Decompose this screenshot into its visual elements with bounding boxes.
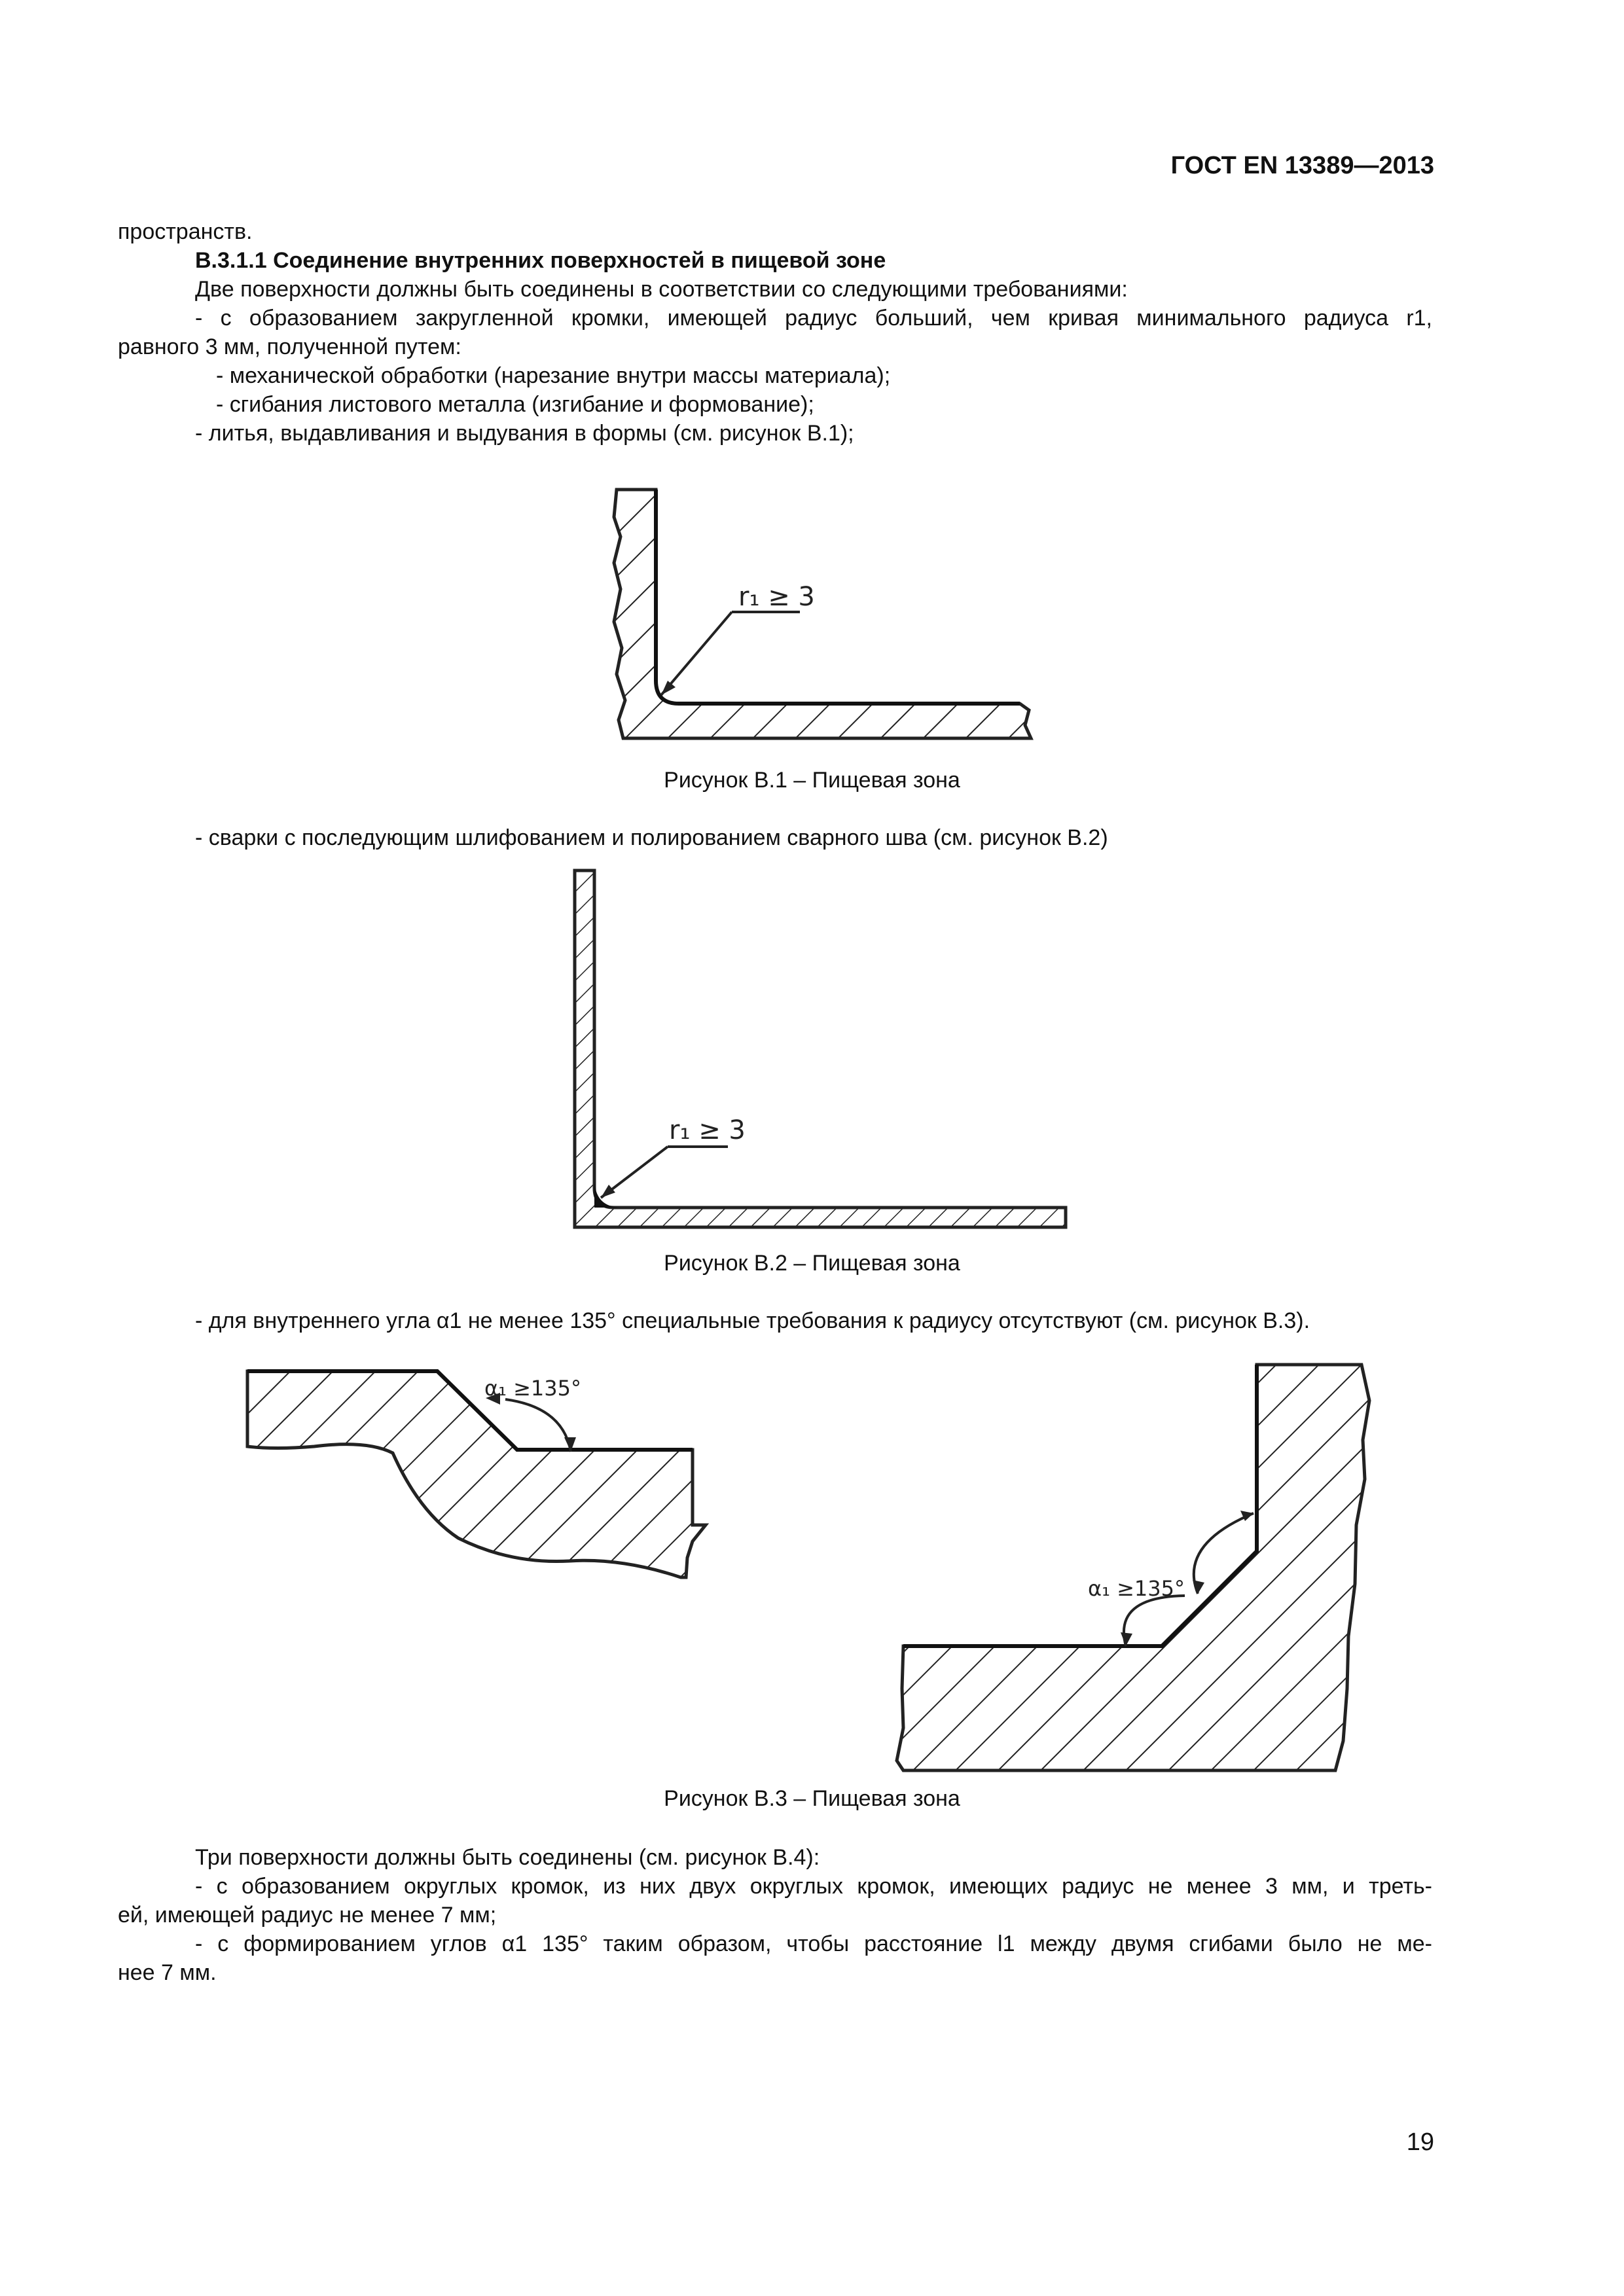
sub-item-bending: - сгибания листового металла (изгибание и формование); [216,392,814,417]
three-surfaces-item1: - с образованием округлых кромок, из них двух округлых кромок, имеющих радиус не менее 3 мм, и треть- [195,1874,1432,1899]
three-surfaces-item2-cont: нее 7 мм. [118,1960,217,1985]
b1-radius-leader [661,612,732,695]
page-number: 19 [1406,2128,1434,2156]
document-code: ГОСТ EN 13389—2013 [1170,152,1434,179]
figure-b3-caption: Рисунок В.3 – Пищевая зона [664,1786,960,1811]
continuation-text: пространств. [118,219,253,244]
intro-paragraph: Две поверхности должны быть соединены в соответствии со следующими требованиями: [195,277,1128,302]
b2-radius-label: r₁ ≥ 3 [669,1115,746,1145]
list-item-welding: - сварки с последующим шлифованием и полированием сварного шва (см. рисунок В.2) [195,825,1108,850]
section-title: В.3.1.1 Соединение внутренних поверхностей в пищевой зоне [195,248,886,273]
figure-b1-caption: Рисунок В.1 – Пищевая зона [664,768,960,793]
list-item-rounded-edge-cont: равного 3 мм, полученной путем: [118,334,461,359]
list-item-casting: - литья, выдавливания и выдувания в формы (см. рисунок В.1); [195,421,854,446]
figure-b2-caption: Рисунок В.2 – Пищевая зона [664,1251,960,1276]
sub-item-machining: - механической обработки (нарезание внутри массы материала); [216,363,891,388]
three-surfaces-intro: Три поверхности должны быть соединены (см. рисунок В.4): [195,1845,820,1870]
three-surfaces-item2: - с формированием углов α1 135° таким образом, чтобы расстояние l1 между двумя сгибами было не ме- [195,1931,1432,1956]
b1-radius-label: r₁ ≥ 3 [738,582,815,612]
b3-right-angle-label: α₁ ≥135° [1088,1576,1185,1601]
b3-left-angle-label: α₁ ≥135° [484,1376,581,1401]
list-item-inner-angle: - для внутреннего угла α1 не менее 135° специальные требования к радиусу отсутствуют (см. рисунок В.3). [195,1308,1310,1333]
list-item-rounded-edge: - с образованием закругленной кромки, имеющей радиус больший, чем кривая минимального радиуса r1, [195,306,1432,331]
three-surfaces-item1-cont: ей, имеющей радиус не менее 7 мм; [118,1903,497,1928]
